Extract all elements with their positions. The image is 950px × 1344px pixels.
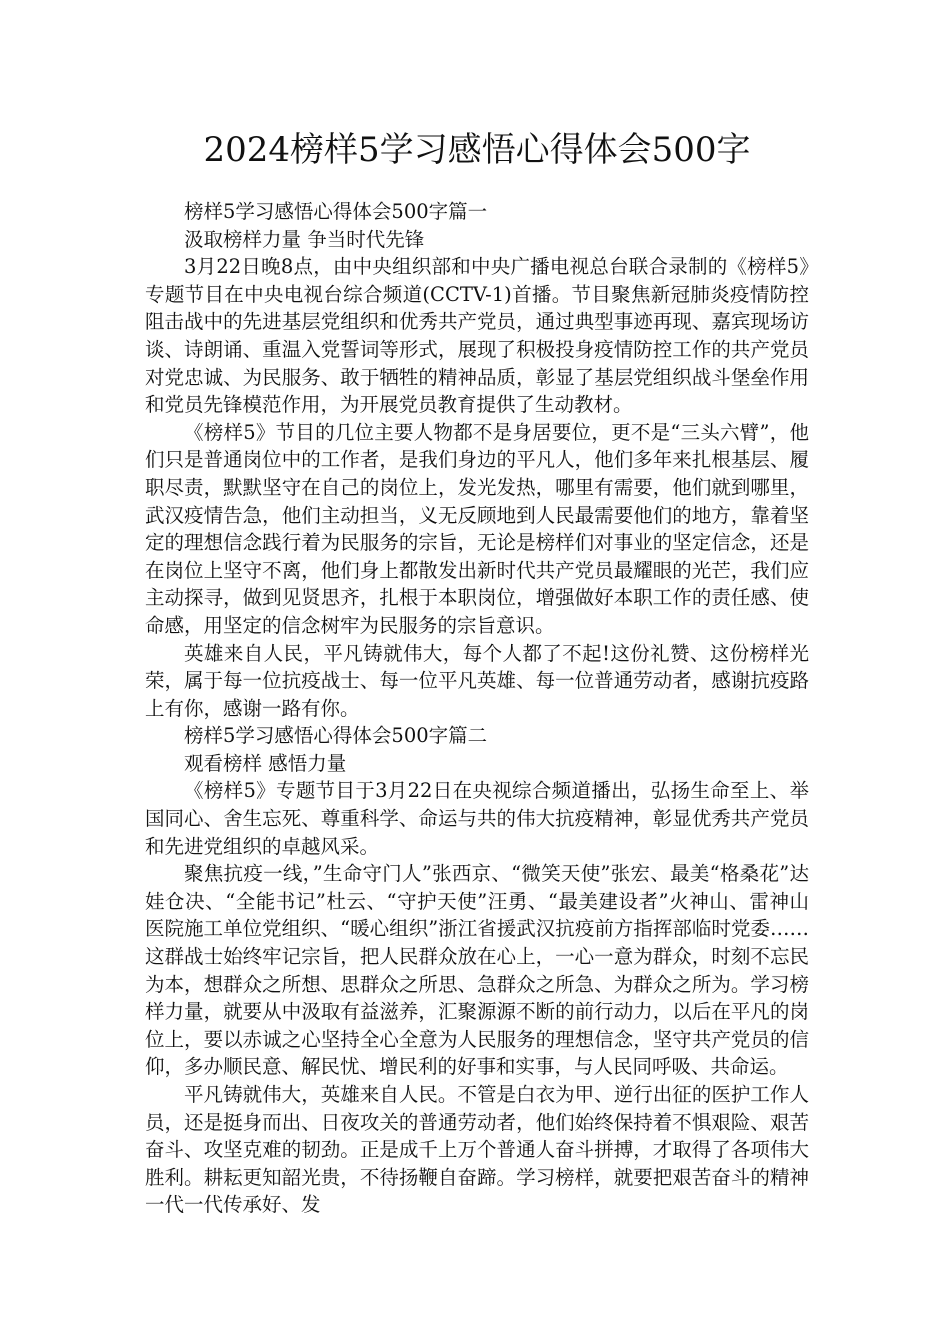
body-paragraph: 聚焦抗疫一线，”生命守门人”张西京、“微笑天使”张宏、最美“格桑花”达娃仓决、“全能书记”杜云、“守护天使”汪勇、“最美建设者”火神山、雷神山医院施工单位党组织、“暖心组织”浙江省援武汉抗疫前方指挥部临时党委……这群战士始终牢记宗旨，把人民群众放在心上，一心一意为群众，时刻不忘民为本，想群众之所想、思群众之所思、急群众之所急、为群众之所为。学习榜样力量，就要从中汲取有益滋养，汇聚源源不断的前行动力，以后在平凡的岗位上，要以赤诚之心坚持全心全意为人民服务的理想信念，坚守共产党员的信仰，多办顺民意、解民忧、增民利的好事和实事，与人民同呼吸、共命运。 [145,862,809,1079]
section-heading-1: 榜样5学习感悟心得体会500字篇一 [184,200,488,223]
body-paragraph: 3月22日晚8点，由中央组织部和中央广播电视总台联合录制的《榜样5》专题节目在中央电视台综合频道(CCTV-1)首播。节目聚焦新冠肺炎疫情防控阻击战中的先进基层党组织和优秀共产党员，通过典型事迹再现、嘉宾现场访谈、诗朗诵、重温入党誓词等形式，展现了积极投身疫情防控工作的共产党员对党忠诚、为民服务、敢于牺牲的精神品质，彰显了基层党组织战斗堡垒作用和党员先锋模范作用，为开展党员教育提供了生动教材。 [145,255,809,417]
body-paragraph: 英雄来自人民，平凡铸就伟大，每个人都了不起!这份礼赞、这份榜样光荣，属于每一位抗疫战士、每一位平凡英雄、每一位普通劳动者，感谢抗疫路上有你，感谢一路有你。 [145,641,809,720]
section-heading-2: 榜样5学习感悟心得体会500字篇二 [184,724,488,748]
body-paragraph: 《榜样5》专题节目于3月22日在央视综合频道播出，弘扬生命至上、举国同心、舍生忘死、尊重科学、命运与共的伟大抗疫精神，彰显优秀共产党员和先进党组织的卓越风采。 [145,779,809,858]
section-subtitle-1: 汲取榜样力量 争当时代先锋 [184,227,425,251]
body-paragraph: 平凡铸就伟大，英雄来自人民。不管是白衣为甲、逆行出征的医护工作人员，还是挺身而出、日夜攻关的普通劳动者，他们始终保持着不惧艰险、艰苦奋斗、攻坚克难的韧劲。正是成千上万个普通人奋斗拼搏，才取得了各项伟大胜利。耕耘更知韶光贵，不待扬鞭自奋蹄。学习榜样，就要把艰苦奋斗的精神一代一代传承好、发 [145,1083,809,1217]
document-page [145,128,809,1219]
document-title: 2024榜样5学习感悟心得体会500字 [203,130,751,170]
section-subtitle-2: 观看榜样 感悟力量 [184,751,347,775]
body-paragraph: 《榜样5》节目的几位主要人物都不是身居要位，更不是“三头六臂”，他们只是普通岗位中的工作者，是我们身边的平凡人，他们多年来扎根基层、履职尽责，默默坚守在自己的岗位上，发光发热，哪里有需要，他们就到哪里，武汉疫情告急，他们主动担当，义无反顾地到人民最需要他们的地方，靠着坚定的理想信念践行着为民服务的宗旨，无论是榜样们对事业的坚定信念，还是在岗位上坚守不离，他们身上都散发出新时代共产党员最耀眼的光芒，我们应主动探寻，做到见贤思齐，扎根于本职岗位，增强做好本职工作的责任感、使命感，用坚定的信念树牢为民服务的宗旨意识。 [145,420,809,637]
